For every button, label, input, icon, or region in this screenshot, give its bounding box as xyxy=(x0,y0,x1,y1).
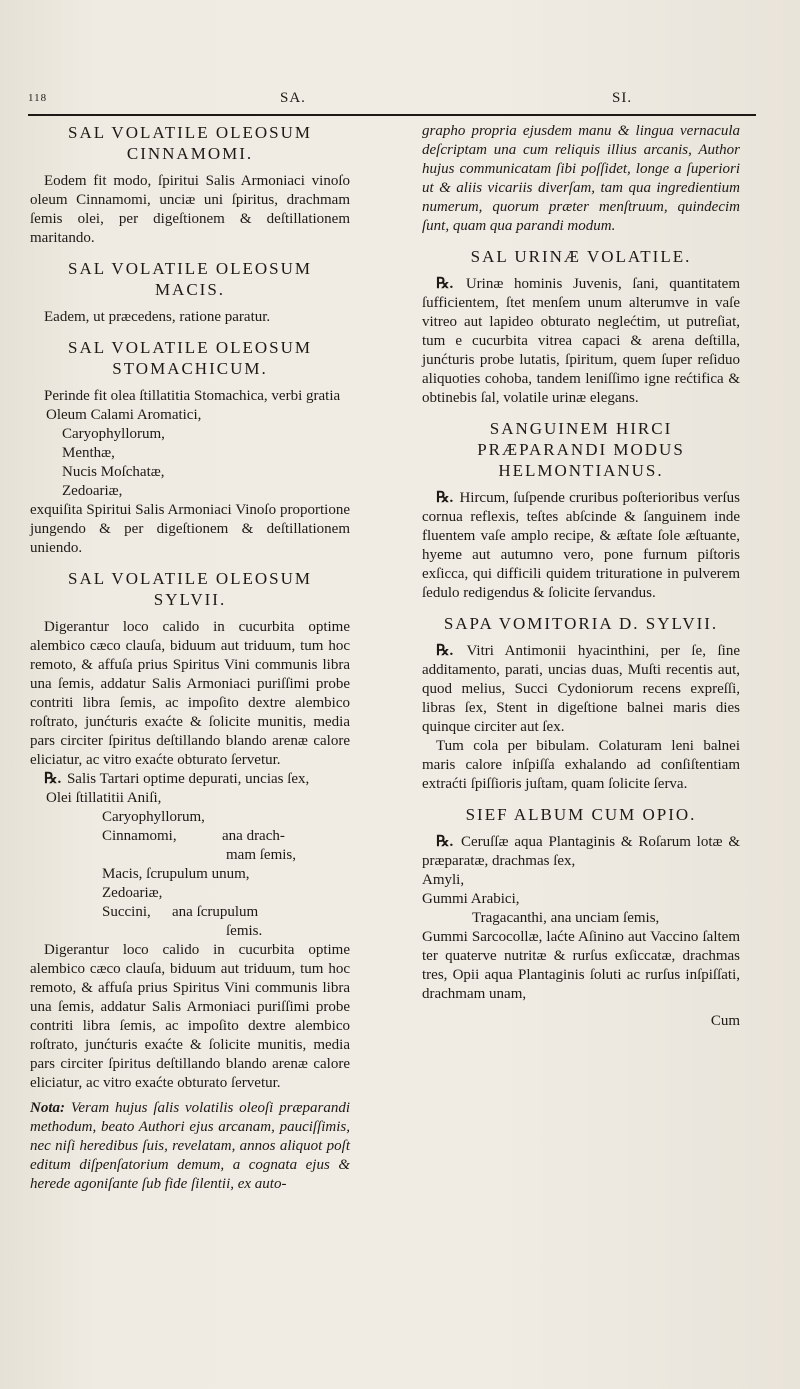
running-head-left: SA. xyxy=(280,90,306,106)
running-header xyxy=(18,88,758,110)
recipe-line xyxy=(30,770,350,789)
section-title: SAL VOLATILE OLEOSUM STOMACHICUM. xyxy=(68,338,312,378)
section-body: Eodem fit modo, ſpiritui Salis Armoniaci vinoſo oleum Cinnamomi, unciæ uni ſpiritus, drachmam ſemis olei, per digeſtionem & deſtillationem maritando. xyxy=(30,173,350,246)
section-body: Gummi Sarcocollæ, laćte Aſinino aut Vaccino ſaltem ter quaterve nutritæ & rurſus exſiccatæ, drachmas tres, Opii aqua Plantaginis ſoluti ac rurſus inſpiſſati, drachmam unam, xyxy=(422,929,740,1002)
section-title: SAL VOLATILE OLEOSUM MACIS. xyxy=(68,259,312,299)
ingredient-name: Olei ſtillatitii Aniſi, xyxy=(46,790,162,806)
ingredient-qty: ſemis. xyxy=(226,923,263,939)
ingredient-name: Cinnamomi, xyxy=(102,828,177,844)
ingredient-list xyxy=(46,406,350,501)
recipe-symbol: ℞. xyxy=(44,771,62,787)
section-title: SANGUINEM HIRCI PRÆPARANDI MODUS HELMONTIANUS. xyxy=(477,419,685,480)
catchword: Cum xyxy=(710,1013,740,1029)
ingredient-name: Zedoariæ, xyxy=(102,885,163,901)
section-body: exquiſita Spiritui Salis Armoniaci Vinoſo proportione jungendo & per digeſtionem & deſtillationem uniendo. xyxy=(30,502,350,556)
section-title: SAL VOLATILE OLEOSUM SYLVII. xyxy=(68,569,312,609)
section-body: Tum cola per bibulam. Colaturam leni balnei maris calore inſpiſſa exhalando ad conſiſtentiam extraćti ſpiſſioris juſtam, quam ſolicite ſerva. xyxy=(422,738,740,792)
ingredient-name: Caryophyllorum, xyxy=(102,809,205,825)
ingredient-item xyxy=(46,865,350,884)
recipe-line xyxy=(422,275,740,408)
nota-text: Veram hujus ſalis volatilis oleoſi præparandi methodum, beato Authori ejus arcanam, pauciſſimis, nec niſi heredibus ſuis, revelatam, annos aliquot poſt editum diſpenſatorium demum, a cognata ejus & herede agoniſante ſub fide ſilentii, ex auto- xyxy=(30,1100,351,1192)
recipe-text: Salis Tartari optime depurati, uncias ſex, xyxy=(66,771,310,787)
section-body: Eadem, ut præcedens, ratione paratur. xyxy=(44,309,271,325)
ingredient-list xyxy=(422,871,740,928)
recipe-symbol: ℞. xyxy=(436,643,454,659)
ingredient-item xyxy=(46,846,350,865)
ingredient-item: Tragacanthi, ana unciam ſemis, xyxy=(472,910,660,926)
ingredient-item xyxy=(46,808,350,827)
ingredient-name: Succini, xyxy=(102,904,151,920)
ingredient-qty: ana ſcrupulum xyxy=(172,904,259,920)
page-number: 118 xyxy=(28,92,48,104)
right-column xyxy=(422,122,740,1037)
section-body: Hircum, ſuſpende cruribus poſterioribus verſus cornua reflexis, teſtes abſcinde & ſanguinem inde fluentem vaſe amplo recipe, & æſtate ſole æſtuante, hyeme aut autumno vero, pone furnum piſtoris exſicca, qui difficili quidem trituratione in pulverem ſedulo redigendus & ſolicite ſervandus. xyxy=(422,490,741,601)
running-head-right: SI. xyxy=(612,90,633,106)
ingredient-qty: mam ſemis, xyxy=(226,847,296,863)
ingredient-item: Amyli, xyxy=(422,872,465,888)
section-title: SIEF ALBUM CUM OPIO. xyxy=(465,805,697,824)
ingredient-item: Zedoariæ, xyxy=(62,483,123,499)
nota-continuation: grapho propria ejusdem manu & lingua vernacula deſcriptam una cum reliquis illius arcanis, Author hujus communicatam ſibi poſſidet, longe a ſuperiori ut & aliis vicariis diverſam, tam qua ingredientium numerum, quorum præter menſtruum, quindecim ſunt, quam qua parandi modum. xyxy=(422,123,740,234)
section-body: Perinde fit olea ſtillatitia Stomachica, verbi gratia xyxy=(44,388,341,404)
nota-paragraph xyxy=(30,1099,350,1194)
recipe-symbol: ℞. xyxy=(436,276,454,292)
left-column xyxy=(30,122,350,1200)
recipe-text: Ceruſſæ aqua Plantaginis & Roſarum lotæ & præparatæ, drachmas ſex, xyxy=(422,834,740,869)
section-title: SAL VOLATILE OLEOSUM CINNAMOMI. xyxy=(68,123,312,163)
recipe-symbol: ℞. xyxy=(436,834,454,850)
section-title: SAL URINÆ VOLATILE. xyxy=(470,247,692,266)
ingredient-item: Gummi Arabici, xyxy=(422,891,520,907)
recipe-line xyxy=(422,489,740,603)
recipe-symbol: ℞. xyxy=(436,490,454,506)
section-title: SAPA VOMITORIA D. SYLVII. xyxy=(443,614,719,633)
ingredient-list xyxy=(46,789,350,941)
ingredient-name: Macis, ſcrupulum unum, xyxy=(102,866,250,882)
section-body: Digerantur loco calido in cucurbita optime alembico cæco clauſa, biduum aut triduum, tum hoc remoto, & affuſa prius Spiritus Vini communis libra una ſemis, addatur Salis Armoniaci puriſſimi probe contriti libra ſemis, ac impoſito dextre alembico roſtrato, junćturis exaćte & ſolicite munitis, media pars circiter ſpiritus deſtillando blando arenæ calore eliciatur, ac vitro exaćte obturato ſervetur. xyxy=(30,619,350,768)
ingredient-item: Nucis Moſchatæ, xyxy=(62,464,165,480)
ingredient-item xyxy=(46,827,350,846)
ingredient-qty: ana drach- xyxy=(222,828,285,844)
ingredient-item: Oleum Calami Aromatici, xyxy=(46,407,202,423)
recipe-line xyxy=(422,642,740,737)
recipe-line xyxy=(422,833,740,871)
section-body: Urinæ hominis Juvenis, ſani, quantitatem ſufficientem, ſtet menſem unum alterumve in vaſe vitreo aut lapideo obturato neglećtim, ut putreſiat, tum e cucurbita vitrea capaci & arena deſtilla, junćturis probe lutatis, ſpiritum, quem ſuper reſiduo aliquoties cohoba, tandem leniſſimo igne rećtifica & obtinebis ſal, volatile urinæ elegans. xyxy=(422,276,740,406)
ingredient-item xyxy=(46,884,350,903)
header-rule xyxy=(28,114,756,116)
ingredient-item xyxy=(46,789,350,808)
ingredient-item: Menthæ, xyxy=(62,445,115,461)
ingredient-item xyxy=(46,922,350,941)
section-body: Vitri Antimonii hyacinthini, per ſe, ſine additamento, parati, uncias duas, Muſti recentis aut, quod melius, Succi Cydoniorum recens expreſſi, libras ſex, Stent in digeſtione balnei maris dies quinque circiter aut ſex. xyxy=(422,643,741,735)
nota-label: Nota: xyxy=(30,1100,65,1116)
ingredient-item: Caryophyllorum, xyxy=(62,426,165,442)
section-body: Digerantur loco calido in cucurbita optime alembico cæco clauſa, biduum aut triduum, tum hoc remoto, & affuſa prius Spiritus Vini communis libra una ſemis, addatur Salis Armoniaci puriſſimi probe contriti libra ſemis, ac impoſito dextre alembico roſtrato, junćturis exaćte & ſolicite munitis, media pars circiter ſpiritus deſtillando blando arenæ calore eliciatur, ac vitro exaćte obturato ſervetur. xyxy=(30,942,350,1091)
ingredient-item xyxy=(46,903,350,922)
